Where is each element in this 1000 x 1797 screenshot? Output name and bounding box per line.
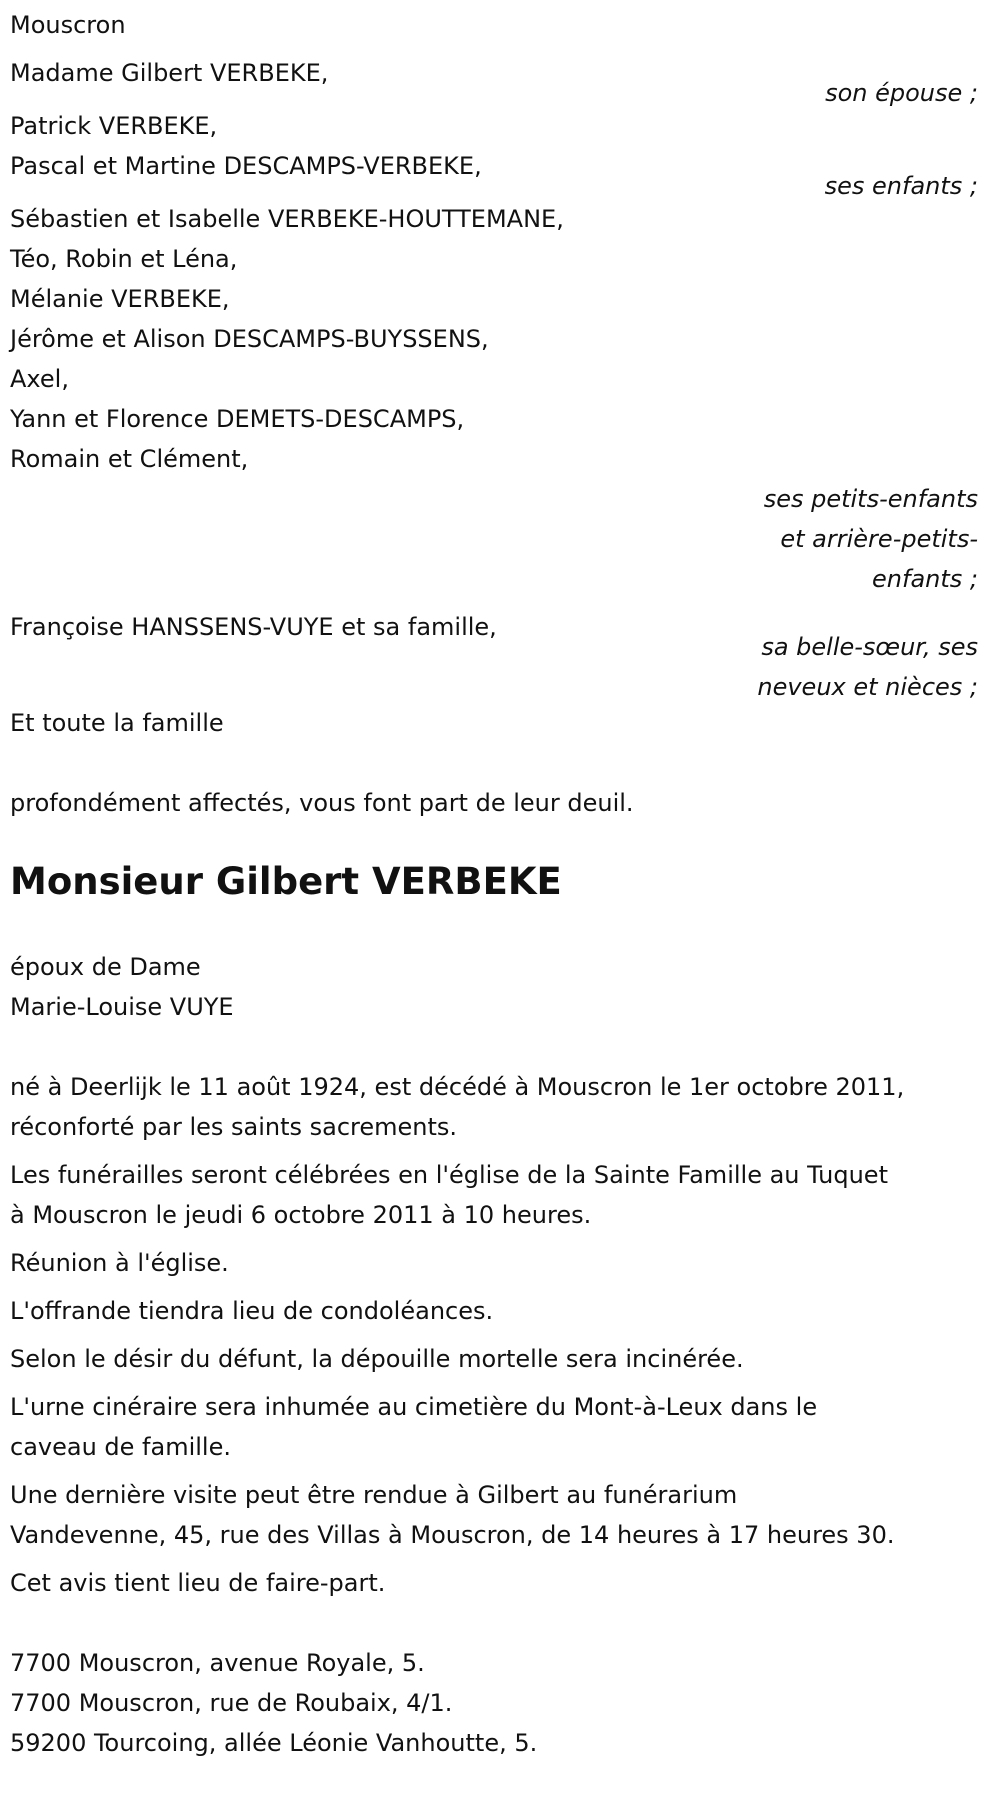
meeting-paragraph	[10, 1243, 990, 1283]
address-line: 59200 Tourcoing, allée Léonie Vanhoutte, 5.	[10, 1729, 538, 1757]
grandchild-name: Romain et Clément,	[10, 445, 249, 473]
deceased-name: Monsieur Gilbert VERBEKE	[10, 860, 562, 903]
grandchildren-role-line: et arrière-petits-	[780, 525, 978, 553]
grandchild-name: Téo, Robin et Léna,	[10, 245, 238, 273]
cremation-paragraph	[10, 1339, 990, 1379]
announcement-text: profondément affectés, vous font part de leur deuil.	[10, 789, 634, 817]
funeral-line: Les funérailles seront célébrées en l'église de la Sainte Famille au Tuquet	[10, 1161, 888, 1189]
spouse-role-line: son épouse ;	[825, 79, 978, 107]
family-group-in-laws	[10, 607, 990, 707]
notice-paragraph	[10, 1563, 990, 1603]
grandchildren-role-line: enfants ;	[872, 565, 978, 593]
grandchild-name: Sébastien et Isabelle VERBEKE-HOUTTEMANE,	[10, 205, 564, 233]
funeral-line: à Mouscron le jeudi 6 octobre 2011 à 10 heures.	[10, 1201, 592, 1229]
meeting-line: Réunion à l'église.	[10, 1249, 229, 1277]
in-laws-role-line: sa belle-sœur, ses	[761, 633, 978, 661]
urn-line: caveau de famille.	[10, 1433, 231, 1461]
urn-line: L'urne cinéraire sera inhumée au cimetière du Mont-à-Leux dans le	[10, 1393, 818, 1421]
cremation-line: Selon le désir du défunt, la dépouille mortelle sera incinérée.	[10, 1345, 744, 1373]
birth-death-line: réconforté par les saints sacrements.	[10, 1113, 458, 1141]
family-group-grandchildren	[10, 199, 990, 599]
in-law-name: Françoise HANSSENS-VUYE et sa famille,	[10, 613, 497, 641]
address-line: 7700 Mouscron, rue de Roubaix, 4/1.	[10, 1689, 453, 1717]
spouse-of-name: Marie-Louise VUYE	[10, 993, 234, 1021]
child-name: Pascal et Martine DESCAMPS-VERBEKE,	[10, 152, 482, 180]
grandchildren-role-line: ses petits-enfants	[763, 485, 978, 513]
offering-paragraph	[10, 1291, 990, 1331]
in-laws-role-line: neveux et nièces ;	[757, 673, 978, 701]
funeral-paragraph	[10, 1155, 990, 1235]
whole-family: Et toute la famille	[10, 709, 224, 737]
spouse-of-line: époux de Dame	[10, 953, 201, 981]
city-heading: Mouscron	[10, 11, 126, 39]
child-name: Patrick VERBEKE,	[10, 112, 218, 140]
grandchild-name: Mélanie VERBEKE,	[10, 285, 230, 313]
visit-line: Une dernière visite peut être rendue à Gilbert au funérarium	[10, 1481, 738, 1509]
spouse-name: Madame Gilbert VERBEKE,	[10, 59, 329, 87]
birth-death-paragraph	[10, 1067, 990, 1147]
offering-line: L'offrande tiendra lieu de condoléances.	[10, 1297, 494, 1325]
family-group-spouse	[10, 53, 990, 113]
grandchild-name: Jérôme et Alison DESCAMPS-BUYSSENS,	[10, 325, 489, 353]
addresses	[10, 1643, 990, 1763]
visit-line: Vandevenne, 45, rue des Villas à Mouscron, de 14 heures à 17 heures 30.	[10, 1521, 895, 1549]
notice-line: Cet avis tient lieu de faire-part.	[10, 1569, 386, 1597]
visit-paragraph	[10, 1475, 990, 1555]
grandchild-name: Axel,	[10, 365, 69, 393]
children-role-line: ses enfants ;	[824, 172, 978, 200]
grandchild-name: Yann et Florence DEMETS-DESCAMPS,	[10, 405, 465, 433]
urn-paragraph	[10, 1387, 990, 1467]
deceased-spouse	[10, 947, 990, 1027]
grandchildren-role	[10, 479, 990, 599]
family-group-children	[10, 106, 990, 206]
birth-death-line: né à Deerlijk le 11 août 1924, est décédé à Mouscron le 1er octobre 2011,	[10, 1073, 905, 1101]
address-line: 7700 Mouscron, avenue Royale, 5.	[10, 1649, 425, 1677]
